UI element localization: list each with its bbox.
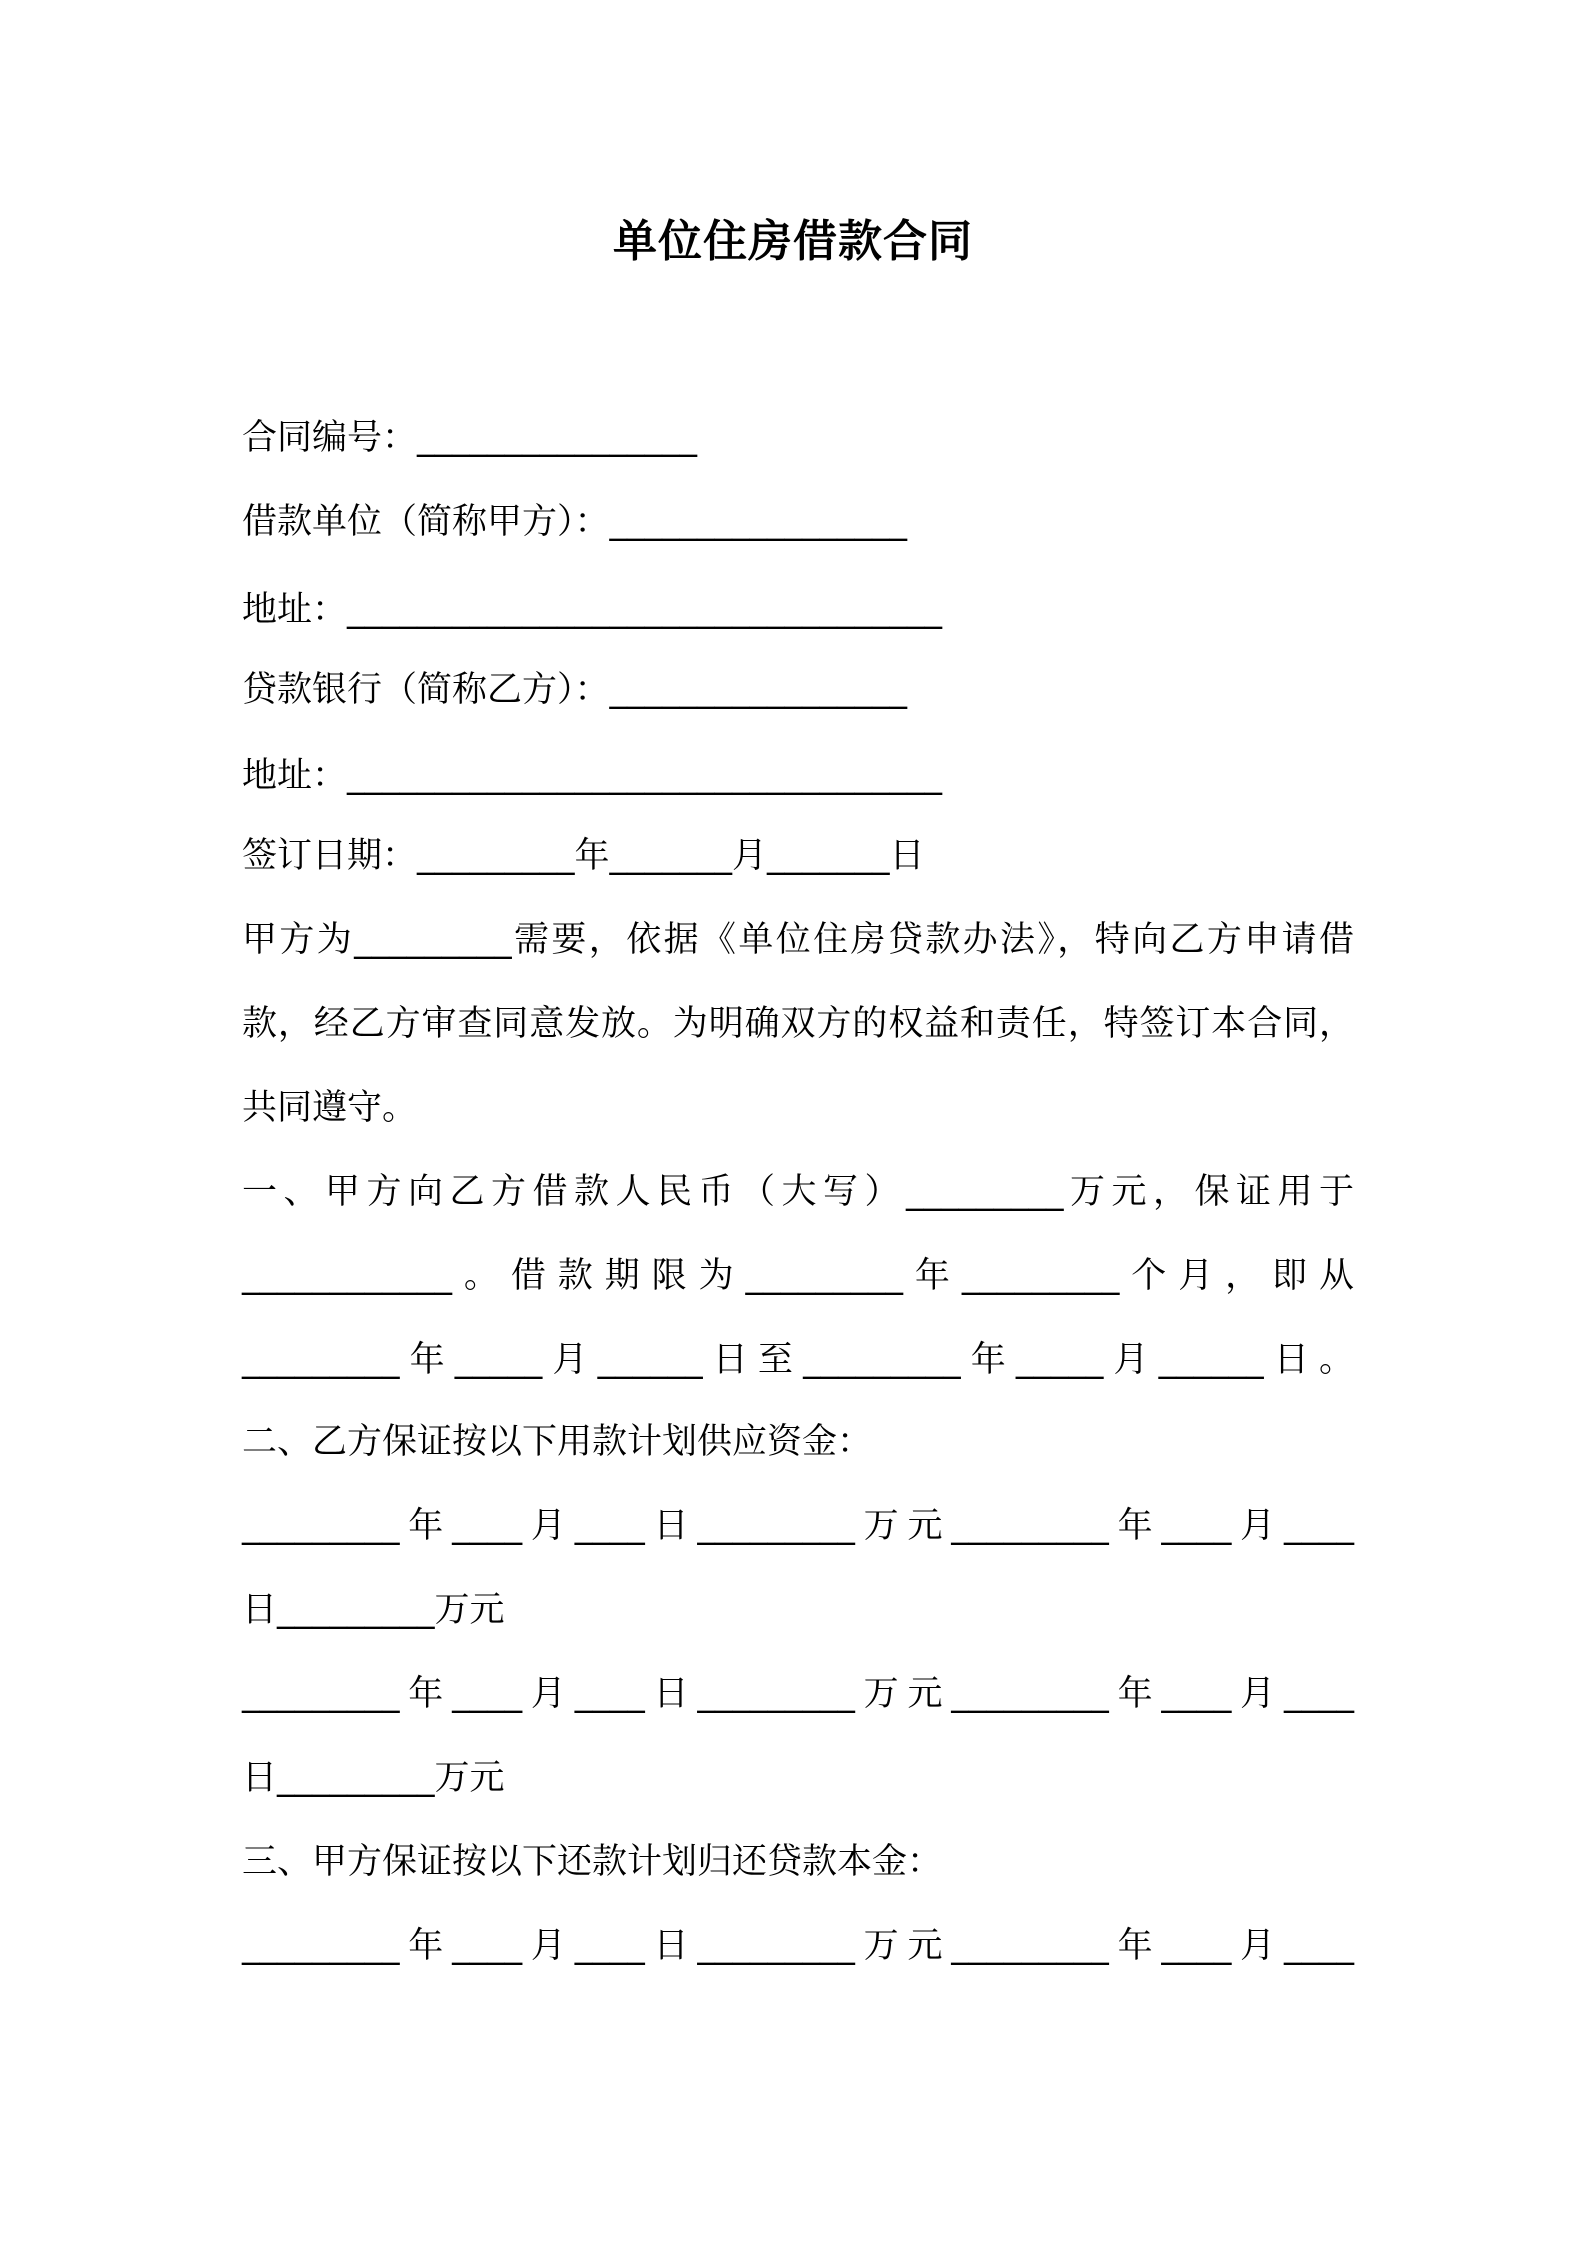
schedule-row: _________年____月____日_________万元_________年____月____ <box>242 1506 1354 1546</box>
intro-line: 共同遵守。 <box>242 1088 418 1128</box>
schedule-row: _________年____月____日_________万元_________年____月____ <box>242 1926 1354 1966</box>
lender-address-field: 地址：__________________________________ <box>242 756 943 796</box>
clause-1-line: _________年_____月______日至_________年_____月______日。 <box>242 1340 1354 1380</box>
clause-2-heading: 二、乙方保证按以下用款计划供应资金： <box>242 1422 873 1462</box>
clause-1-line: 一、甲方向乙方借款人民币（大写）_________万元，保证用于 <box>242 1172 1354 1212</box>
intro-paragraph <box>242 898 1354 1150</box>
document-title: 单位住房借款合同 <box>613 216 973 267</box>
schedule-row: 日_________万元 <box>242 1758 505 1798</box>
borrower-field: 借款单位（简称甲方）：_________________ <box>242 502 908 542</box>
clause-3-schedule <box>242 1904 1354 1988</box>
clause-1 <box>242 1150 1354 1402</box>
schedule-row: _________年____月____日_________万元_________年____月____ <box>242 1674 1354 1714</box>
schedule-row: 日_________万元 <box>242 1590 505 1630</box>
clause-2-schedule <box>242 1484 1354 1820</box>
borrower-address-field: 地址：__________________________________ <box>242 590 943 630</box>
intro-line: 甲方为_________需要，依据《单位住房贷款办法》，特向乙方申请借 <box>242 920 1354 960</box>
signing-date-field: 签订日期：_________年_______月_______日 <box>242 836 925 876</box>
clause-1-line: ____________。借款期限为_________年_________个月，即从 <box>242 1256 1354 1296</box>
contract-number-field: 合同编号：________________ <box>242 418 698 458</box>
clause-3-heading: 三、甲方保证按以下还款计划归还贷款本金： <box>242 1842 943 1882</box>
intro-line: 款，经乙方审查同意发放。为明确双方的权益和责任，特签订本合同， <box>242 1004 1354 1044</box>
lender-bank-field: 贷款银行（简称乙方）：_________________ <box>242 670 908 710</box>
